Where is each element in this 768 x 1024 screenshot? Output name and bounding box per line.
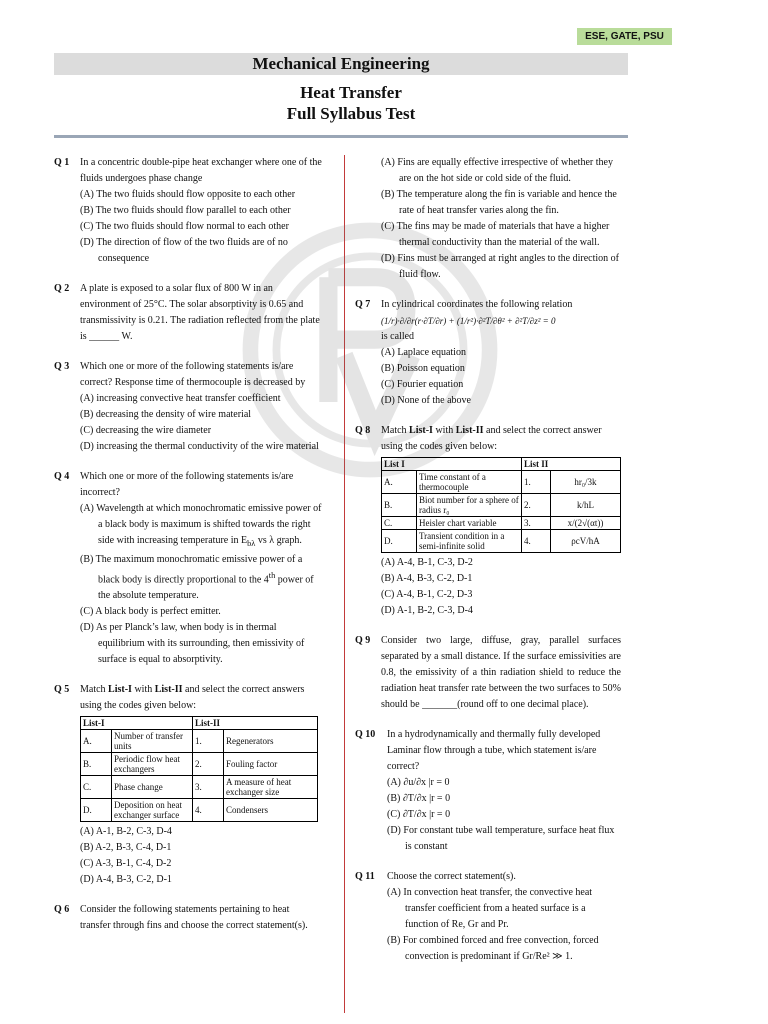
option-d: (D) Fins must be arranged at right angles to the direction of fluid flow. [381, 253, 619, 280]
option-d: (D) increasing the thermal conductivity of the wire material [80, 441, 319, 452]
option-b: (B) A-2, B-3, C-4, D-1 [80, 842, 172, 854]
question-number: Q 6 [54, 904, 70, 916]
question-stem: In cylindrical coordinates the following relation [381, 299, 573, 310]
option-d: (D) The direction of flow of the two fluids are of no consequence [80, 237, 288, 264]
question-number: Q 11 [355, 871, 375, 882]
question-number: Q 2 [54, 283, 70, 294]
equation: (1/r)·∂/∂r(r·∂T/∂r) + (1/r²)·∂²T/∂θ² + ∂²T/∂z² = 0 [381, 316, 556, 326]
question-stem: Match List-I with List-II and select the correct answers using the codes given below: [80, 684, 305, 712]
question-2 [54, 281, 322, 345]
table-header: List II [522, 458, 621, 471]
option-a: (A) A-4, B-1, C-3, D-2 [381, 557, 473, 568]
match-table [381, 457, 621, 553]
option-text: (A) Wavelength at which monochromatic emissive power of a black body is maximum is shifted towards the right side with increasing temperature in E [80, 503, 322, 546]
table-row: A. Number of transfer units 1. Regenerators [81, 730, 318, 753]
option-b [80, 552, 322, 604]
table-header: List-II [193, 717, 318, 730]
option-b: (B) ∂T/∂x |r = 0 [387, 793, 451, 804]
question-stem: A plate is exposed to a solar flux of 800 W in an environment of 25°C. The solar absorptivity is 0.65 and transmissivity is 0.21. The radiation reflected from the plate is ______ W. [80, 283, 320, 342]
table-header: List-I [81, 717, 193, 730]
option-text-end: power of the absolute temperature. [98, 574, 314, 602]
option-a: (A) Laplace equation [381, 347, 466, 358]
exam-badge: ESE, GATE, PSU [577, 28, 672, 45]
option-d: (D) As per Planck’s law, when body is in thermal equilibrium with its surrounding, then emissivity of surface is equal to absorptivity. [80, 622, 305, 666]
table-row: D. Deposition on heat exchanger surface 4. Condensers [81, 799, 318, 822]
question-stem: Match List-I with List-II and select the correct answer using the codes given below: [381, 425, 602, 452]
question-7 [355, 297, 621, 409]
left-column [54, 155, 322, 948]
option-c: (C) A black body is perfect emitter. [80, 606, 221, 618]
table-header: List I [382, 458, 522, 471]
question-stem: Consider two large, diffuse, gray, parallel surfaces separated by a small distance. If the surface emissivities are 0.8, the emissivity of a thin radiation shield to reduce the radiation heat transfer rate between the two surfaces to 50% should be _______(round off to one decimal place). [381, 635, 621, 710]
question-stem: In a concentric double-pipe heat exchanger where one of the fluids undergoes phase change [80, 157, 322, 184]
option-c: (C) The fins may be made of materials that have a higher thermal conductivity than the material of the wall. [381, 221, 610, 248]
question-stem-cont: is called [381, 331, 415, 342]
option-text: (B) The maximum monochromatic emissive power of a black body is directly proportional to the 4 [80, 554, 303, 586]
page-title: Heat Transfer [300, 83, 402, 102]
question-8 [355, 423, 621, 619]
question-10 [355, 727, 621, 855]
question-stem: Which one or more of the following statements is/are correct? Response time of thermocouple is decreased by [80, 361, 306, 388]
option-text-end: vs λ graph. [255, 535, 302, 546]
option-b: (B) The two fluids should flow parallel to each other [80, 205, 291, 216]
question-1 [54, 155, 322, 267]
option-c: (C) The two fluids should flow normal to each other [80, 221, 289, 232]
option-d: (D) For constant tube wall temperature, surface heat flux is constant [387, 825, 615, 852]
option-a: (A) A-1, B-2, C-3, D-4 [80, 826, 172, 838]
question-number: Q 8 [355, 425, 371, 436]
option-d: (D) A-4, B-3, C-2, D-1 [80, 874, 172, 886]
table-row: B. Biot number for a sphere of radius r₀ 2. k/hL [382, 494, 621, 517]
question-number: Q 10 [355, 729, 376, 740]
option-c: (C) Fourier equation [381, 379, 464, 390]
question-5 [54, 682, 322, 888]
match-table [80, 716, 318, 822]
option-b: (B) For combined forced and free convection, forced convection is predominant if Gr/Re² ≫ 1. [387, 935, 599, 962]
option-a [80, 501, 322, 552]
question-number: Q 1 [54, 157, 70, 168]
question-number: Q 9 [355, 635, 371, 646]
table-row: A. Time constant of a thermocouple 1. hr₀/3k [382, 471, 621, 494]
table-row: C. Phase change 3. A measure of heat exchanger size [81, 776, 318, 799]
question-number: Q 4 [54, 471, 70, 482]
option-d: (D) A-1, B-2, C-3, D-4 [381, 605, 473, 616]
option-a: (A) ∂u/∂x |r = 0 [387, 777, 450, 788]
option-a: (A) In convection heat transfer, the convective heat transfer coefficient from a heated surface is a function of Re, Gr and Pr. [387, 887, 593, 930]
question-number: Q 5 [54, 684, 70, 696]
option-b: (B) A-4, B-3, C-2, D-1 [381, 573, 473, 584]
table-row: C. Heisler chart variable 3. x/(2√(αt)) [382, 517, 621, 530]
option-b: (B) decreasing the density of wire material [80, 409, 252, 420]
subject-banner: Mechanical Engineering [54, 53, 628, 75]
option-c: (C) ∂T/∂x |r = 0 [387, 809, 451, 820]
option-c: (C) A-3, B-1, C-4, D-2 [80, 858, 172, 870]
question-stem: Consider the following statements pertaining to heat transfer through fins and choose the correct statement(s). [80, 904, 308, 932]
question-3 [54, 359, 322, 455]
option-a: (A) Fins are equally effective irrespective of whether they are on the hot side or cold side of the fluid. [381, 157, 613, 184]
option-c: (C) decreasing the wire diameter [80, 425, 212, 436]
question-number: Q 7 [355, 299, 371, 310]
superscript: th [268, 571, 276, 580]
question-stem: In a hydrodynamically and thermally fully developed Laminar flow through a tube, which statement is/are correct? [387, 729, 601, 772]
question-number: Q 3 [54, 361, 70, 372]
question-stem: Choose the correct statement(s). [387, 871, 516, 882]
question-4 [54, 469, 322, 668]
option-c: (C) A-4, B-1, C-2, D-3 [381, 589, 473, 600]
table-row: D. Transient condition in a semi-infinite solid 4. ρcV/hA [382, 530, 621, 553]
question-9 [355, 633, 621, 713]
header-divider [54, 135, 628, 138]
option-b: (B) Poisson equation [381, 363, 465, 374]
question-stem: Which one or more of the following statements is/are incorrect? [80, 471, 294, 498]
option-d: (D) None of the above [381, 395, 471, 406]
table-row: B. Periodic flow heat exchangers 2. Fouling factor [81, 753, 318, 776]
option-a: (A) increasing convective heat transfer coefficient [80, 393, 281, 404]
question-6 [54, 902, 322, 934]
right-column [355, 155, 621, 979]
page-subtitle: Full Syllabus Test [286, 104, 416, 123]
question-11 [355, 869, 621, 965]
option-b: (B) The temperature along the fin is variable and hence the rate of heat transfer varies along the fin. [381, 189, 617, 216]
subscript: bλ [247, 539, 256, 548]
option-a: (A) The two fluids should flow opposite to each other [80, 189, 296, 200]
question-6-options [381, 155, 621, 283]
